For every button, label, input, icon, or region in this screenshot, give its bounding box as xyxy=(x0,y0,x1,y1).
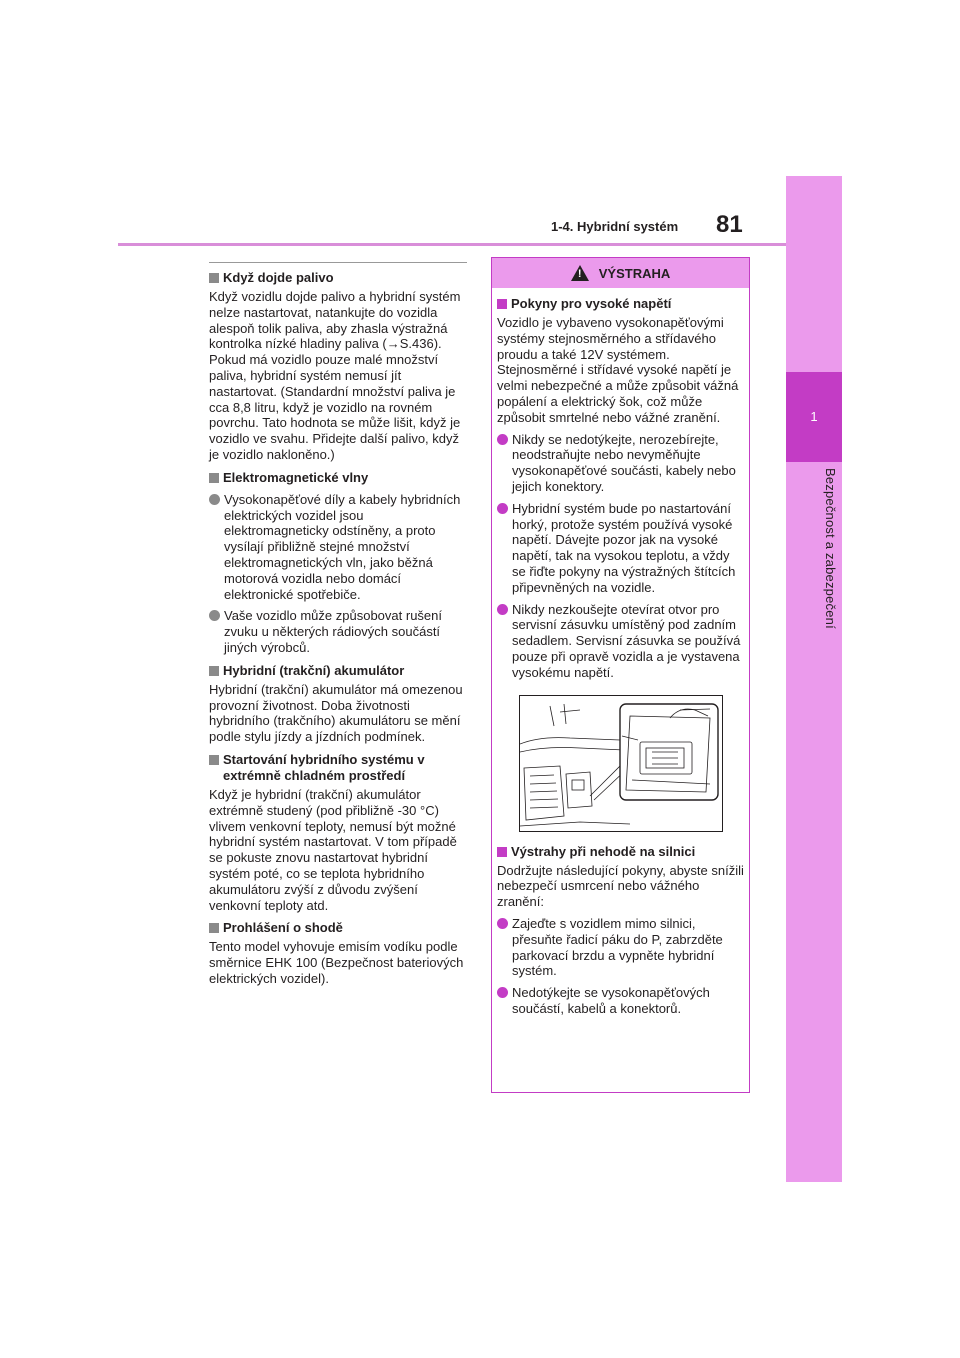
section-heading: Startování hybridního systému v extrémně chladném prostředí xyxy=(209,752,467,784)
square-bullet-icon xyxy=(209,273,219,283)
circle-bullet-icon xyxy=(497,918,508,929)
square-bullet-icon xyxy=(209,473,219,483)
square-bullet-icon xyxy=(209,923,219,933)
paragraph: Když je hybridní (trakční) akumulátor extrémně studený (pod přibližně -30 °C) vlivem venkovní teploty, nemusí být možné hybridní systém nastartovat. V tom případě se pokuste znovu nastartovat hybridní systém poté, co se teplota hybridního akumulátoru zvýší z důvodu zvýšení venkovní teploty atd. xyxy=(209,786,457,913)
list-item: Nikdy nezkoušejte otevírat otvor pro servisní zásuvku umístěný pod zadním sedadlem. Servisní zásuvka se používá pouze při opravě vozidla a je vystavena vysokému napětí. xyxy=(497,602,744,681)
paragraph: Tento model vyhovuje emisím vodíku podle směrnice EHK 100 (Bezpečnost bateriových elektrických vozidel). xyxy=(209,939,464,986)
page-number: 81 xyxy=(716,211,743,238)
list-item: Vaše vozidlo může způsobovat rušení zvuku u některých rádiových součástí jiných výrobců. xyxy=(209,608,467,655)
list-item: Nikdy se nedotýkejte, nerozebírejte, neodstraňujte nebo nevyměňujte vysokonapěťové součásti, kabely nebo jejich konektory. xyxy=(497,432,744,495)
warning-body xyxy=(492,288,749,1017)
list-item: Vysokonapěťové díly a kabely hybridních elektrických vozidel jsou elektromagneticky odstíněny, a proto vysílají přibližně stejné množství elektromagnetických vln, jako běžná motorová vozidla nebo domácí elektronické spotřebiče. xyxy=(209,492,467,603)
square-bullet-icon xyxy=(497,847,507,857)
chapter-title: Bezpečnost a zabezpečení xyxy=(823,468,838,629)
paragraph: Vozidlo je vybaveno vysokonapěťovými systémy stejnosměrného a střídavého proudu a také 12V systémem. Stejnosměrné i střídavé vysoké napětí je velmi nebezpečné a může způsobit vážná popálení a elektrický šok, což může způsobit smrtelné nebo vážné zranění. xyxy=(497,315,739,425)
section-heading: Hybridní (trakční) akumulátor xyxy=(209,663,467,679)
column-rule xyxy=(209,262,467,263)
service-plug-illustration xyxy=(519,695,723,832)
section-heading: Pokyny pro vysoké napětí xyxy=(497,296,744,312)
warning-triangle-icon: ! xyxy=(571,265,589,281)
left-column xyxy=(209,262,467,987)
circle-bullet-icon xyxy=(209,494,220,505)
header-rule xyxy=(118,243,786,246)
list-item: Zajeďte s vozidlem mimo silnici, přesuňte řadicí páku do P, zabrzděte parkovací brzdu a vypněte hybridní systém. xyxy=(497,916,744,979)
circle-bullet-icon xyxy=(497,434,508,445)
list-item: Nedotýkejte se vysokonapěťových součástí, kabelů a konektorů. xyxy=(497,985,744,1017)
paragraph: Dodržujte následující pokyny, abyste snížili nebezpečí usmrcení nebo vážného zranění: xyxy=(497,862,744,910)
section-heading: Elektromagnetické vlny xyxy=(209,470,467,486)
service-plug-drawing xyxy=(520,696,723,832)
section-title: 1-4. Hybridní systém xyxy=(551,219,679,234)
section-heading: Když dojde palivo xyxy=(209,270,467,286)
section-heading: Prohlášení o shodě xyxy=(209,920,467,936)
paragraph: Když vozidlu dojde palivo a hybridní systém nelze nastartovat, natankujte do vozidla alespoň tolik paliva, aby zhasla výstražná kontrolka nízké hladiny paliva (→S.436). Pokud má vozidlo pouze malé množství paliva, hybridní systém nemusí jít nastartovat. (Standardní množství paliva je cca 8,8 litru, když je vozidlo na rovném povrchu. Tato hodnota se může lišit, když je vozidlo ve svahu. Přidejte další palivo, když je vozidlo nakloněno.) xyxy=(209,289,461,462)
warning-box xyxy=(491,257,750,1093)
warning-title: VÝSTRAHA xyxy=(598,265,671,281)
circle-bullet-icon xyxy=(209,610,220,621)
circle-bullet-icon xyxy=(497,604,508,615)
circle-bullet-icon xyxy=(497,987,508,998)
circle-bullet-icon xyxy=(497,503,508,514)
section-heading: Výstrahy při nehodě na silnici xyxy=(497,844,744,860)
chapter-number: 1 xyxy=(786,372,842,462)
square-bullet-icon xyxy=(209,755,219,765)
square-bullet-icon xyxy=(497,299,507,309)
warning-header xyxy=(492,258,749,288)
square-bullet-icon xyxy=(209,666,219,676)
list-item: Hybridní systém bude po nastartování horký, protože systém používá vysoké napětí. Dávejte pozor jak na vysoké napětí, tak na vysokou teplotu, a vždy se řiďte pokyny na výstražných štítcích připevněných na vozidle. xyxy=(497,501,744,596)
paragraph: Hybridní (trakční) akumulátor má omezenou provozní životnost. Doba životnosti hybridního (trakčního) akumulátoru se mění podle stylu jízdy a jízdních podmínek. xyxy=(209,681,463,745)
